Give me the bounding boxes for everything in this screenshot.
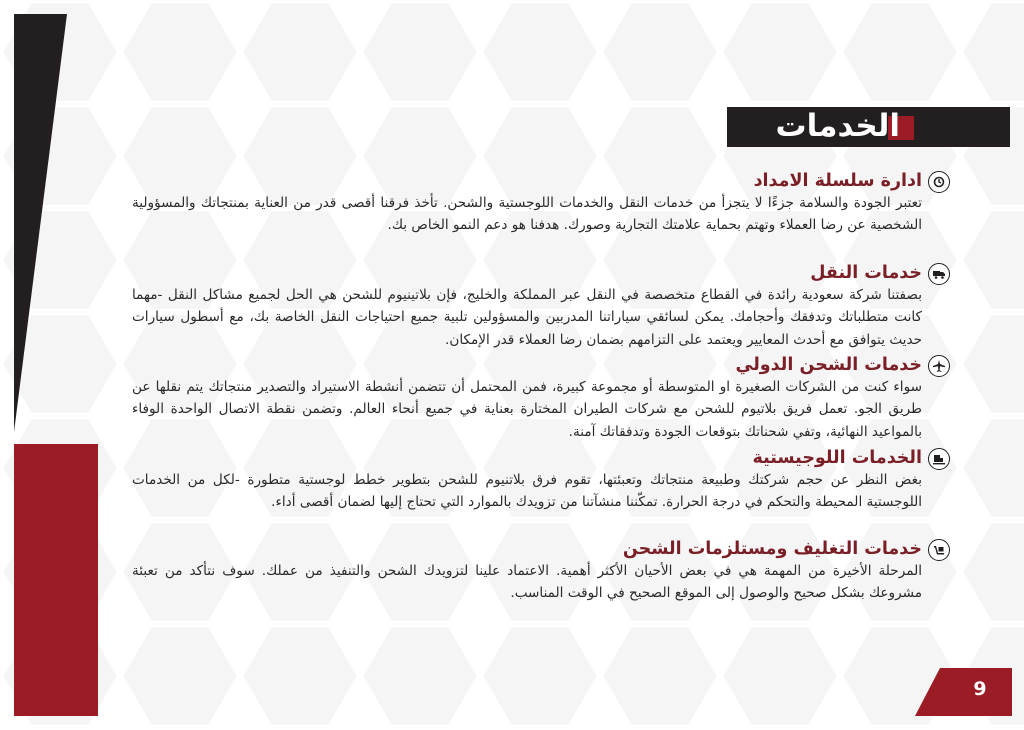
section-body: بصفتنا شركة سعودية رائدة في القطاع متخصصة في النقل عبر المملكة والخليج، فإن بلاتينيوم للشحن هي الحل لجميع مشاكل النقل -مهما كانت متطلباتك وتدفقك وأحجامك. يمكن لسائقي سياراتنا المدربين والمسؤولين تلبية جميع احتياجات النقل الخاصة بك، مع أسطول سيارات حديث يتوافق مع أحدث المعايير ويعتمد على التزامهم بضمان رضا العملاء قدر الإمكان. bbox=[132, 287, 922, 348]
section-body: تعتبر الجودة والسلامة جزءًا لا يتجزأ من خدمات النقل والخدمات اللوجستية والشحن. تأخذ فرقنا أقصى قدر من العناية بمنتجاتك والمسؤولية الشخصية عن رضا العملاء وتهتم بحماية علامتك التجارية وصورك. هدفنا هو دعم النمو الخاص بك. bbox=[132, 195, 922, 234]
supply-chain-icon bbox=[928, 171, 950, 193]
section-packaging bbox=[132, 538, 922, 605]
package-icon bbox=[928, 539, 950, 561]
section-heading: خدمات النقل bbox=[810, 263, 922, 283]
section-transport bbox=[132, 262, 922, 351]
section-heading: ادارة سلسلة الامداد bbox=[753, 171, 922, 191]
section-logistics bbox=[132, 447, 922, 514]
section-body: المرحلة الأخيرة من المهمة هي في بعض الأحيان الأكثر أهمية. الاعتماد علينا لتزويدك الشحن والتنفيذ من عملك. سوف نتأكد من تعبئة مشروعك بشكل صحيح والوصول إلى الموقع الصحيح في الوقت المناسب. bbox=[132, 563, 922, 602]
truck-icon bbox=[928, 263, 950, 285]
airplane-icon bbox=[928, 355, 950, 377]
section-international-shipping bbox=[132, 354, 922, 443]
section-body: بغض النظر عن حجم شركتك وطبيعة منتجاتك وتعبئتها، تقوم فرق بلاتنيوم للشحن بتطوير خطط لوجستية متطورة -لكل من الخدمات اللوجستية المحيطة والتحكم في درجة الحرارة. تمكّننا منشآتنا من تزويدك بالموارد التي تحتاج إليها لضمان أقصى أداء. bbox=[132, 472, 922, 511]
section-heading: خدمات الشحن الدولي bbox=[735, 355, 922, 375]
section-heading: الخدمات اللوجيستية bbox=[752, 448, 922, 468]
page-title: الخدمات bbox=[775, 108, 900, 144]
section-supply-chain bbox=[132, 170, 922, 237]
logistics-icon bbox=[928, 448, 950, 470]
section-body: سواء كنت من الشركات الصغيرة او المتوسطة أو مجموعة كبيرة، فمن المحتمل أن تتضمن أنشطة الاستيراد والتصدير منتجاتك يتم نقلها عن طريق الجو. تعمل فريق بلاتيوم للشحن مع شركات الطيران المختارة بعناية في جميع أنحاء العالم. وتضمن نقطة الاتصال الواحدة الوفاء بالمواعيد النهائية، وتفي شحناتك بتوقعات الجودة وتدفقاتك آمنة. bbox=[132, 379, 922, 440]
section-heading: خدمات التغليف ومستلزمات الشحن bbox=[622, 539, 922, 559]
left-red-block bbox=[14, 444, 98, 716]
page-number: 9 bbox=[973, 678, 987, 700]
